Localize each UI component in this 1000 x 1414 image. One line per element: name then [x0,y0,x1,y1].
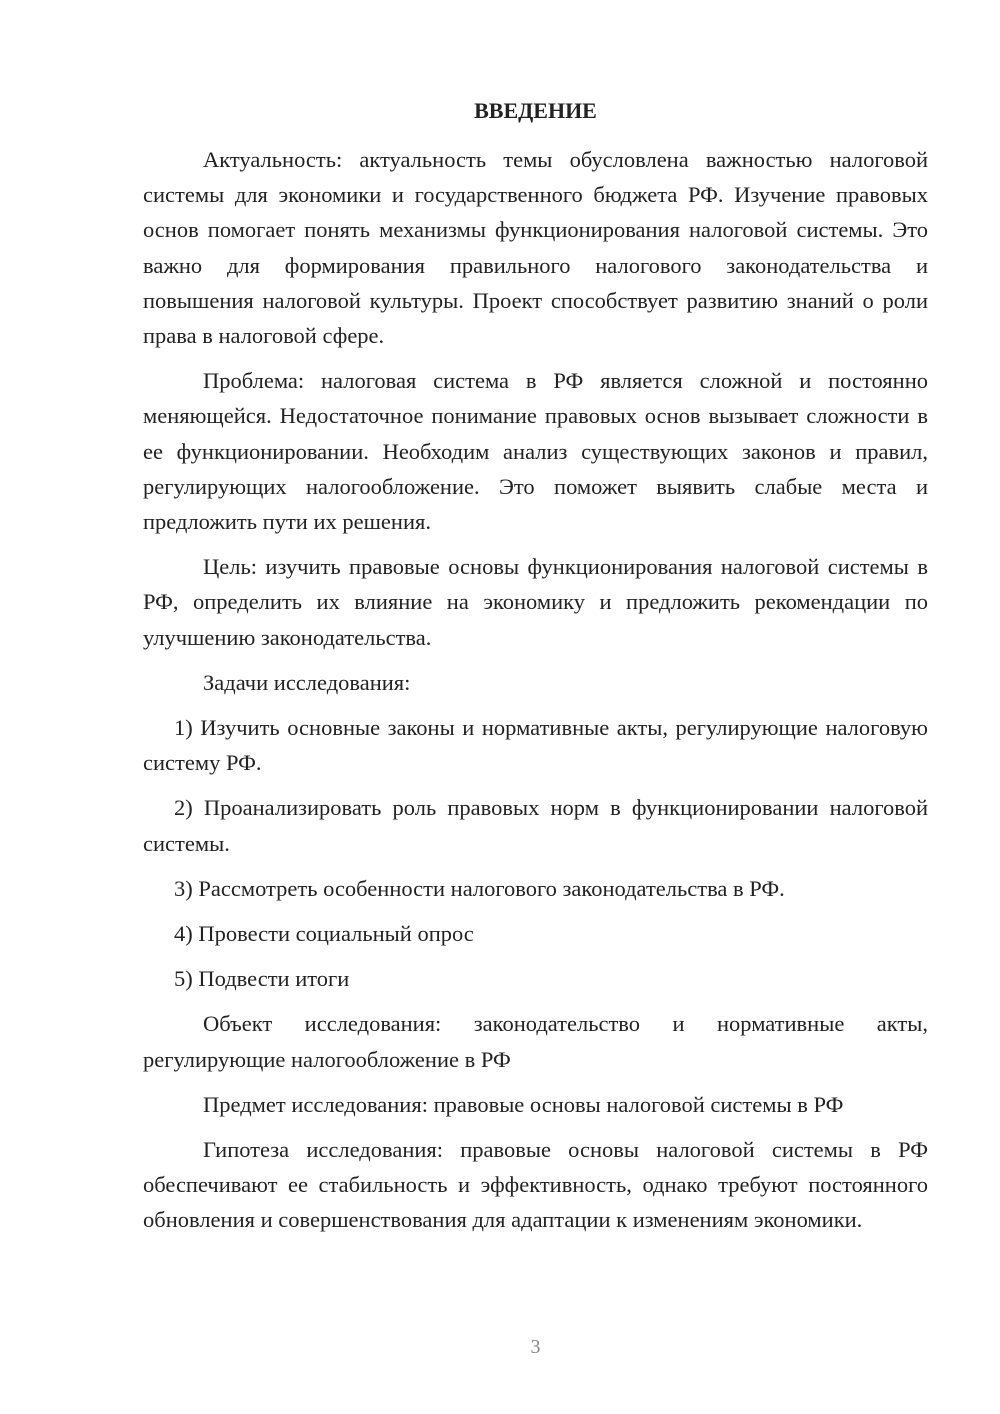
document-body [143,142,928,1248]
paragraph-tasks-heading: Задачи исследования: [203,669,411,695]
paragraph-problem: Проблема: налоговая система в РФ является сложной и постоянно меняющейся. Недостаточное понимание правовых основ вызывает сложности в ее функционировании. Необходим анализ существующих законов и правил, регулирующих налогообложение. Это поможет выявить слабые места и предложить пути их решения. [143,368,928,535]
paragraph-object: Объект исследования: законодательство и нормативные акты, регулирующие налогообложение в РФ [143,1011,928,1072]
page-number: 3 [530,1336,541,1358]
paragraph-hypothesis: Гипотеза исследования: правовые основы налоговой системы в РФ обеспечивают ее стабильность и эффективность, однако требуют постоянного обновления и совершенствования для адаптации к изменениям экономики. [143,1137,928,1233]
paragraph-goal: Цель: изучить правовые основы функционирования налоговой системы в РФ, определить их влияние на экономику и предложить рекомендации по улучшению законодательства. [143,554,928,650]
page-title: ВВЕДЕНИЕ [474,98,597,123]
task-item-3: 3) Рассмотреть особенности налогового законодательства в РФ. [174,875,785,901]
paragraph-relevance: Актуальность: актуальность темы обусловлена важностью налоговой системы для экономики и государственного бюджета РФ. Изучение правовых основ помогает понять механизмы функционирования налоговой системы. Это важно для формирования правильного налогового законодательства и повышения налоговой культуры. Проект способствует развитию знаний о роли права в налоговой сфере. [143,147,928,349]
task-item-5: 5) Подвести итоги [174,966,350,992]
task-item-2: 2) Проанализировать роль правовых норм в функционировании налоговой системы. [143,795,928,856]
task-item-4: 4) Провести социальный опрос [174,921,474,947]
task-item-1: 1) Изучить основные законы и нормативные акты, регулирующие налоговую систему РФ. [143,715,928,776]
paragraph-subject: Предмет исследования: правовые основы налоговой системы в РФ [203,1091,844,1117]
